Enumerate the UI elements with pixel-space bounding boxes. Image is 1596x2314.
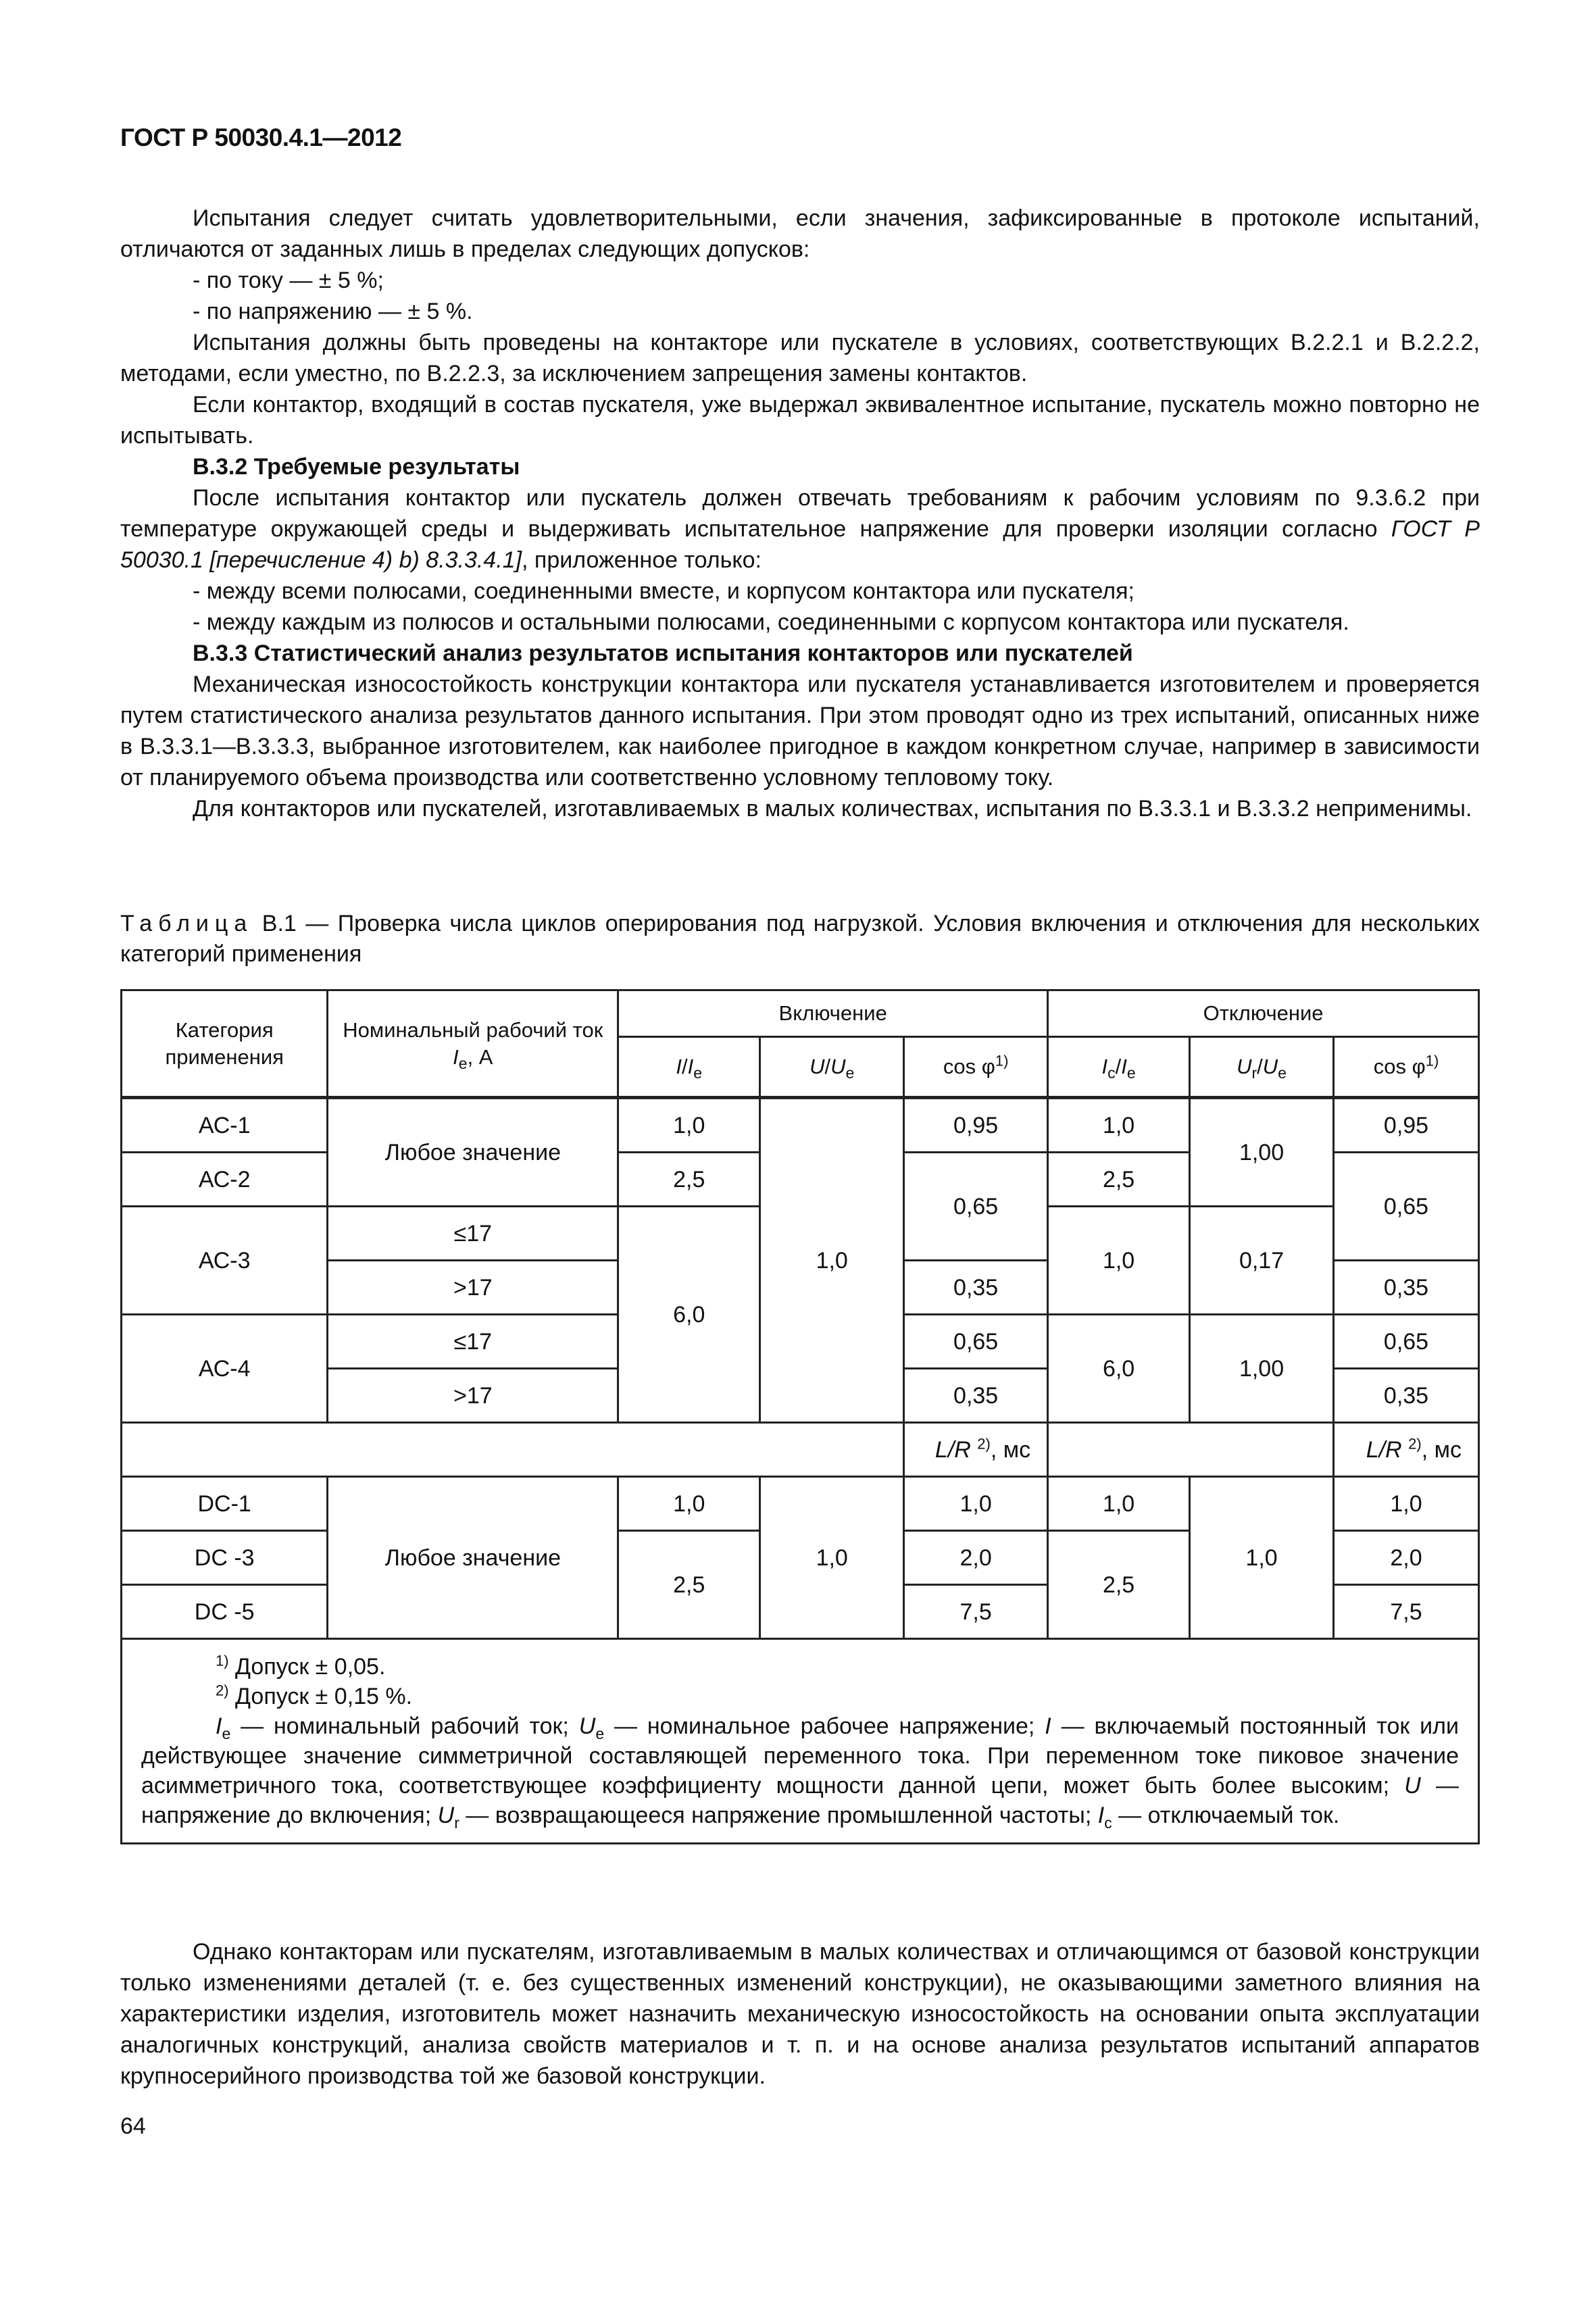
text-span: После испытания контактор или пускатель должен отвечать требованиям к рабочим условиям по 9.3.6.2 при температуре окружающей среды и выдерживать испытательное напряжение для проверки изоляции согласно <box>120 485 1480 542</box>
value-cell: 2,0 <box>1334 1531 1479 1585</box>
footnote-mark: 2) <box>977 1435 991 1453</box>
text-span: , А <box>467 1045 493 1069</box>
text-span: , мс <box>1421 1436 1462 1463</box>
empty-cell <box>1048 1423 1334 1477</box>
symbol: I <box>687 1055 694 1078</box>
value-cell: 0,65 <box>904 1315 1048 1369</box>
text-span: / <box>1257 1055 1263 1078</box>
text-span: — номинальное рабочее напряжение; <box>604 1713 1045 1739</box>
header-ic-ie <box>1048 1037 1190 1098</box>
symbol: I <box>1045 1713 1051 1739</box>
category-cell: АС-4 <box>122 1315 328 1423</box>
category-cell: АС-2 <box>122 1153 328 1207</box>
symbol: U <box>437 1803 455 1828</box>
symbol: I <box>216 1713 222 1739</box>
value-cell: 0,65 <box>1334 1153 1479 1261</box>
text-span: , мс <box>990 1436 1031 1463</box>
current-cell: >17 <box>328 1369 618 1423</box>
value-cell: 1,00 <box>1190 1315 1334 1423</box>
text-span: Допуск ± 0,15 %. <box>228 1684 413 1709</box>
subscript: r <box>1251 1064 1257 1082</box>
symbol: I <box>1101 1055 1108 1078</box>
text-span: cos φ <box>943 1055 995 1078</box>
text-span: — отключаемый ток. <box>1112 1803 1340 1828</box>
table-row <box>122 1098 1479 1153</box>
table-header-row <box>122 990 1479 1037</box>
current-cell: Любое значение <box>328 1098 618 1207</box>
value-cell: 7,5 <box>904 1585 1048 1639</box>
table-notes-row <box>122 1639 1479 1844</box>
paragraph: Для контакторов или пускателей, изготавливаемых в малых количествах, испытания по В.3.3.1 и В.3.3.2 неприменимы. <box>193 796 1472 822</box>
text-span: / <box>1115 1055 1122 1078</box>
paragraph: Если контактор, входящий в состав пускателя, уже выдержал эквивалентное испытание, пускатель можно повторно не испытывать. <box>120 392 1480 449</box>
header-rated-current <box>328 990 618 1098</box>
value-cell: 0,95 <box>1334 1098 1479 1153</box>
caption-text: В.1 — Проверка числа циклов оперирования под нагрузкой. Условия включения и отключения для нескольких категорий применения <box>120 911 1480 967</box>
list-item: - между каждым из полюсов и остальными полюсами, соединенными с корпусом контактора или пускателя. <box>193 609 1349 635</box>
text-span: — возвращающееся напряжение промышленной частоты; <box>459 1803 1098 1828</box>
lr-header-break <box>1334 1423 1479 1477</box>
lr-header-make <box>904 1423 1048 1477</box>
standard-reference: ГОСТ Р 50030.1 [перечисление 4) b) 8.3.3.4.1] <box>120 516 1480 573</box>
value-cell: 1,0 <box>618 1477 760 1531</box>
footnote-mark: 2) <box>216 1682 229 1699</box>
list-item: - по напряжению — ± 5 %. <box>193 299 473 324</box>
symbols-note <box>141 1711 1459 1830</box>
value-cell: 1,00 <box>1190 1098 1334 1207</box>
subscript: r <box>454 1813 459 1832</box>
data-table <box>120 989 1480 1844</box>
symbol: U <box>1404 1773 1421 1799</box>
symbol: U <box>578 1713 596 1739</box>
value-cell: 6,0 <box>618 1207 760 1423</box>
symbol: U <box>809 1055 825 1078</box>
text-span: Номинальный рабочий ток <box>343 1017 603 1042</box>
symbol: U <box>1262 1055 1278 1078</box>
category-cell: DC-1 <box>122 1477 328 1531</box>
value-cell: 0,65 <box>904 1153 1048 1261</box>
section-heading: В.3.3 Статистический анализ результатов испытания контакторов или пускателей <box>193 640 1133 666</box>
value-cell: 0,35 <box>1334 1261 1479 1315</box>
subscript: e <box>693 1064 703 1082</box>
page-number: 64 <box>120 2113 146 2139</box>
footnote-mark: 1) <box>216 1652 229 1669</box>
header-make: Включение <box>618 990 1048 1037</box>
footnote-mark: 1) <box>1425 1052 1439 1070</box>
value-cell: 0,35 <box>904 1369 1048 1423</box>
symbol: L/R <box>934 1436 971 1463</box>
table-row <box>122 1477 1479 1531</box>
value-cell: 2,5 <box>1048 1153 1190 1207</box>
value-cell: 1,0 <box>1048 1477 1190 1531</box>
symbol: U <box>830 1055 846 1078</box>
text-span: — включаемый постоянный ток или действующее значение симметричной составляющей переменного тока. При переменном токе пиковое значение асимметричного тока, соответствующее коэффициенту мощности данной цепи, может быть более высоким; <box>141 1713 1459 1799</box>
table-notes <box>122 1639 1479 1844</box>
symbol: I <box>676 1055 682 1078</box>
header-cos-phi-break <box>1334 1037 1479 1098</box>
caption-label: Таблица <box>120 911 253 936</box>
value-cell: 2,0 <box>904 1531 1048 1585</box>
text-span: Допуск ± 0,05. <box>228 1654 386 1680</box>
current-cell: >17 <box>328 1261 618 1315</box>
subscript: e <box>1278 1064 1287 1082</box>
header-u-ue <box>760 1037 904 1098</box>
symbol: I <box>1121 1055 1127 1078</box>
category-cell: АС-3 <box>122 1207 328 1315</box>
value-cell: 0,95 <box>904 1098 1048 1153</box>
category-cell: DC -3 <box>122 1531 328 1585</box>
value-cell: 2,5 <box>618 1531 760 1639</box>
subscript: c <box>1104 1813 1112 1832</box>
text-span: — напряжение до включения; <box>141 1773 1460 1828</box>
symbol: L/R <box>1366 1436 1402 1463</box>
document-header: ГОСТ Р 50030.4.1—2012 <box>120 124 402 151</box>
symbol: I <box>453 1045 459 1069</box>
current-cell: Любое значение <box>328 1477 618 1639</box>
header-break: Отключение <box>1048 990 1479 1037</box>
value-cell: 6,0 <box>1048 1315 1190 1423</box>
header-ur-ue <box>1190 1037 1334 1098</box>
subscript: c <box>1107 1064 1116 1082</box>
symbol: U <box>1237 1055 1252 1078</box>
value-cell: 0,35 <box>1334 1369 1479 1423</box>
value-cell: 1,0 <box>760 1477 904 1639</box>
section-heading: В.3.2 Требуемые результаты <box>193 454 520 480</box>
header-cos-phi-make <box>904 1037 1048 1098</box>
value-cell: 1,0 <box>1048 1098 1190 1153</box>
subscript: e <box>1126 1064 1136 1082</box>
value-cell: 1,0 <box>904 1477 1048 1531</box>
value-cell: 2,5 <box>1048 1531 1190 1639</box>
footnote-mark: 1) <box>995 1052 1009 1070</box>
value-cell: 1,0 <box>1048 1207 1190 1315</box>
empty-cell <box>122 1423 904 1477</box>
value-cell: 1,0 <box>760 1098 904 1423</box>
paragraph: Испытания должны быть проведены на контакторе или пускателе в условиях, соответствующих В.2.2.1 и В.2.2.2, методами, если уместно, по В.2.2.3, за исключением запрещения замены контактов. <box>120 330 1480 386</box>
current-cell: ≤17 <box>328 1207 618 1261</box>
subscript: e <box>845 1064 855 1082</box>
paragraph: Механическая износостойкость конструкции контактора или пускателя устанавливается изготовителем и проверяется путем статистического анализа результатов данного испытания. При этом проводят одно из трех испытаний, описанных ниже в В.3.3.1—В.3.3.3, выбранное изготовителем, как наиболее пригодное в каждом конкретном случае, например в зависимости от планируемого объема производства или соответственно условному тепловому току. <box>120 672 1480 790</box>
category-cell: DC -5 <box>122 1585 328 1639</box>
value-cell: 0,65 <box>1334 1315 1479 1369</box>
value-cell: 0,35 <box>904 1261 1048 1315</box>
table-lr-row <box>122 1423 1479 1477</box>
text-span: — номинальный рабочий ток; <box>230 1713 579 1739</box>
value-cell: 1,0 <box>618 1098 760 1153</box>
category-cell: АС-1 <box>122 1098 328 1153</box>
value-cell: 1,0 <box>1334 1477 1479 1531</box>
subscript: e <box>458 1054 468 1072</box>
paragraph: Испытания следует считать удовлетворительными, если значения, зафиксированные в протоколе испытаний, отличаются от заданных лишь в пределах следующих допусков: <box>120 205 1480 262</box>
subscript: e <box>222 1724 231 1742</box>
footnote-1 <box>141 1652 1459 1682</box>
header-i-ie <box>618 1037 760 1098</box>
footnote-2 <box>141 1682 1459 1711</box>
header-category: Категория применения <box>122 990 328 1098</box>
value-cell: 1,0 <box>1190 1477 1334 1639</box>
symbol: I <box>1097 1803 1105 1828</box>
paragraph <box>120 482 1480 576</box>
value-cell: 7,5 <box>1334 1585 1479 1639</box>
text-span: / <box>824 1055 831 1078</box>
paragraph: Однако контакторам или пускателям, изготавливаемым в малых количествах и отличающимся от базовой конструкции только изменениями деталей (т. е. без существенных изменений конструкции), не оказывающими заметного влияния на характеристики изделия, изготовитель может назначить механическую износостойкость на основании опыта эксплуатации аналогичных конструкций, анализа свойств материалов и т. п. и на основе анализа результатов испытаний аппаратов крупносерийного производства той же базовой конструкции. <box>120 1939 1480 2089</box>
text-span: cos φ <box>1373 1055 1426 1078</box>
current-cell: ≤17 <box>328 1315 618 1369</box>
footnote-mark: 2) <box>1408 1435 1422 1453</box>
closing-text <box>120 1936 1480 2092</box>
body-text <box>120 203 1480 824</box>
text-span: / <box>682 1055 688 1078</box>
list-item: - между всеми полюсами, соединенными вместе, и корпусом контактора или пускателя; <box>193 578 1134 604</box>
value-cell: 0,17 <box>1190 1207 1334 1315</box>
table-caption <box>120 909 1480 970</box>
value-cell: 2,5 <box>618 1153 760 1207</box>
list-item: - по току — ± 5 %; <box>193 268 384 293</box>
subscript: e <box>595 1724 605 1742</box>
text-span: , приложенное только: <box>522 547 762 573</box>
